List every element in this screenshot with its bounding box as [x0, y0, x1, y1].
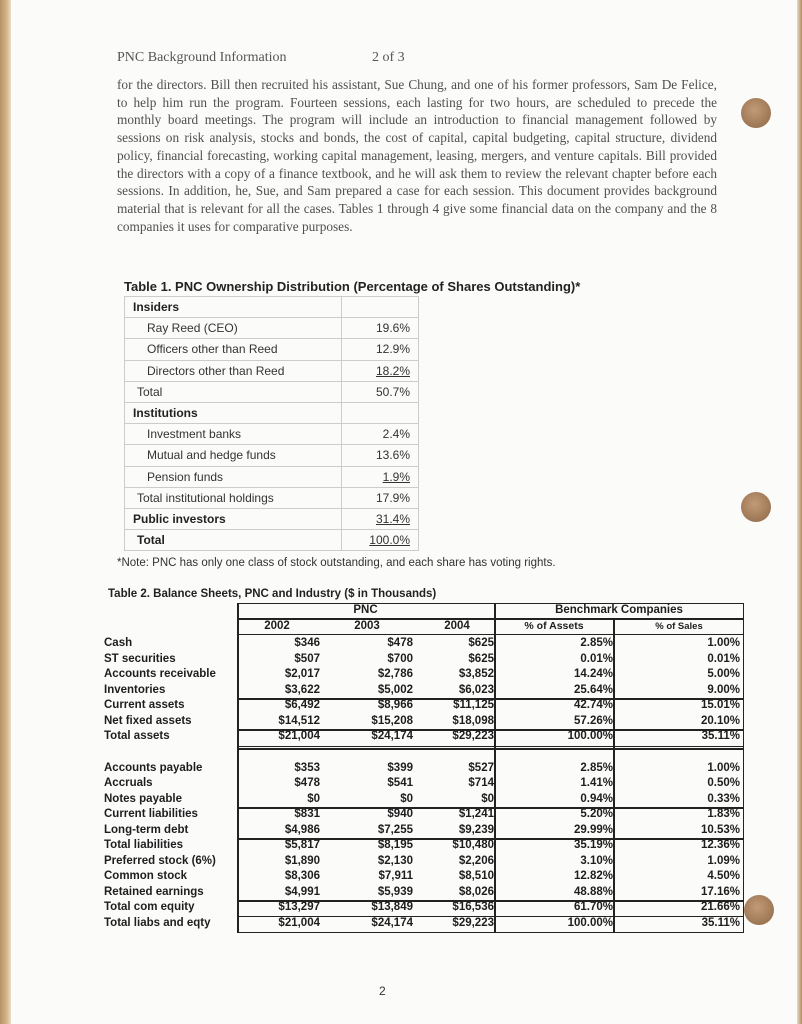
row-label: Ray Reed (CEO): [125, 318, 342, 339]
cell-value: $940: [387, 808, 413, 820]
cell-value: 42.74%: [573, 699, 613, 711]
cell-value: 14.24%: [573, 668, 613, 680]
row-label: Long-term debt: [104, 823, 189, 836]
cell-value: 25.64%: [573, 683, 613, 696]
table-row: [125, 339, 419, 360]
cell-value: $2,206: [458, 854, 494, 867]
cell-value: 35.19%: [573, 839, 613, 851]
row-value: [342, 381, 419, 402]
cell-value: 0.50%: [707, 777, 740, 789]
section-divider: [237, 746, 744, 748]
cell-value: $11,125: [453, 699, 494, 711]
row-label: Total liabs and eqty: [104, 916, 211, 929]
ownership-table: [124, 296, 419, 551]
cell-value: 29.99%: [573, 823, 613, 836]
row-label: Retained earnings: [104, 885, 204, 898]
cell-value: $8,510: [458, 870, 494, 882]
cell-value: 57.26%: [573, 714, 613, 727]
row-label: Current liabilities: [104, 808, 198, 820]
cell-value: $2,017: [284, 668, 320, 680]
binder-edge-left: [0, 0, 11, 1024]
row-label: Common stock: [104, 870, 188, 882]
pnc-group-header: PNC: [353, 604, 378, 616]
cell-value: $21,004: [278, 916, 320, 929]
cell-value: 12.36%: [700, 839, 740, 851]
cell-value: $625: [468, 637, 494, 649]
body-paragraph: for the directors. Bill then recruited his assistant, Sue Chung, and one of his former professors, Sam De Felice, to help him run the program. Fourteen sessions, each lasting for two hours, are scheduled to precede the monthly board meetings. The program will include an introduction to financial management followed by sessions on risk analysis, stocks and bonds, the cost of capital, capital budgeting, capital structure, dividend policy, financial forecasting, working capital management, leasing, mergers, and venture capitals. Bill provided the directors with a copy of a finance textbook, and he will ask them to review the relevant chapter before each sessions. In addition, he, Sue, and Sam prepared a case for each session. This document provides background material that is relevant for all the cases. Tables 1 through 4 give some financial data on the company and the 8 companies it uses for comparative purposes.: [117, 77, 717, 234]
table-row: [125, 381, 419, 402]
table-row: [237, 667, 744, 683]
cell-value: 15.01%: [700, 699, 740, 711]
cell-value: 35.11%: [701, 916, 740, 929]
cell-value: $16,536: [452, 901, 494, 913]
cell-value: $5,002: [377, 683, 413, 696]
cell-value: 48.88%: [573, 885, 613, 898]
cell-value: $714: [468, 777, 494, 789]
cell-value: 5.00%: [707, 668, 740, 680]
cell-value: $831: [294, 808, 320, 820]
cell-value: $1,241: [458, 808, 494, 820]
value-text: 100.0%: [369, 533, 410, 548]
cell-value: $2,130: [377, 854, 413, 867]
table-row: [237, 792, 744, 808]
table-row: [125, 530, 419, 551]
row-label: Current assets: [104, 699, 185, 711]
value-text: 50.7%: [375, 384, 410, 399]
cell-value: 9.00%: [707, 683, 740, 696]
row-value: [342, 360, 419, 381]
cell-value: 10.53%: [700, 823, 740, 836]
cell-value: $7,911: [378, 870, 413, 882]
cell-value: 3.10%: [580, 854, 613, 867]
col-2002: 2002: [264, 620, 290, 632]
cell-value: $4,991: [284, 885, 320, 898]
row-label: Total institutional holdings: [125, 487, 342, 508]
cell-value: $29,223: [452, 730, 494, 742]
row-value: [342, 402, 419, 423]
running-header: [117, 50, 405, 66]
table-row: [125, 360, 419, 381]
table-row: [237, 916, 744, 932]
table-row: [237, 900, 744, 916]
binder-ring-icon: [741, 492, 771, 522]
table-row: [125, 424, 419, 445]
table-row: [237, 698, 744, 714]
section-divider: [237, 748, 744, 750]
cell-value: $5,817: [284, 839, 320, 851]
table-row: [125, 487, 419, 508]
cell-value: $353: [294, 761, 320, 774]
page-number: 2: [379, 984, 386, 998]
cell-value: 5.20%: [580, 808, 613, 820]
row-label: Accruals: [104, 777, 153, 789]
row-label: Accounts receivable: [104, 668, 216, 680]
table-row: [237, 823, 744, 839]
row-label: Pension funds: [125, 466, 342, 487]
row-value: [342, 530, 419, 551]
cell-value: 100.00%: [567, 916, 613, 929]
cell-value: $14,512: [278, 714, 320, 727]
table1-footnote: *Note: PNC has only one class of stock outstanding, and each share has voting rights.: [117, 557, 556, 569]
row-label: Institutions: [125, 402, 342, 423]
row-label: Total com equity: [104, 901, 195, 913]
row-label: Public investors: [125, 508, 342, 529]
cell-value: $24,174: [371, 916, 413, 929]
subtotal-rule: [237, 807, 744, 809]
cell-value: $6,492: [284, 699, 320, 711]
row-label: Total assets: [104, 730, 170, 742]
row-label: Total: [125, 530, 342, 551]
value-text: 31.4%: [375, 511, 410, 526]
table-row: [237, 838, 744, 854]
document-title: PNC Background Information: [117, 50, 287, 65]
cell-value: $8,306: [284, 870, 320, 882]
cell-value: $0: [307, 792, 320, 805]
cell-value: $4,986: [284, 823, 320, 836]
binder-ring-icon: [741, 98, 771, 128]
subtotal-rule: [237, 729, 744, 731]
cell-value: $6,023: [458, 683, 494, 696]
cell-value: 2.85%: [580, 761, 613, 774]
cell-value: $24,174: [371, 730, 413, 742]
row-label: ST securities: [104, 652, 176, 665]
row-value: [342, 445, 419, 466]
row-label: Inventories: [104, 683, 166, 696]
frame-bottom: [237, 932, 744, 934]
cell-value: 2.85%: [580, 637, 613, 649]
value-text: 19.6%: [375, 321, 410, 336]
table-row: [237, 683, 744, 699]
cell-value: $21,004: [278, 730, 320, 742]
table-row: [237, 854, 744, 870]
subtotal-rule: [237, 916, 744, 918]
value-text: 18.2%: [375, 363, 410, 378]
table-row: [237, 729, 744, 745]
cell-value: 1.83%: [707, 808, 740, 820]
cell-value: $507: [294, 652, 320, 665]
cell-value: $29,223: [452, 916, 494, 929]
subtotal-rule: [237, 838, 744, 840]
cell-value: $700: [387, 652, 413, 665]
cell-value: $478: [387, 637, 413, 649]
row-label: Mutual and hedge funds: [125, 445, 342, 466]
cell-value: $8,195: [377, 839, 413, 851]
cell-value: 12.82%: [573, 870, 613, 882]
table-row: [237, 807, 744, 823]
col-2004: 2004: [444, 620, 470, 632]
cell-value: 0.01%: [580, 652, 613, 665]
cell-value: $10,480: [452, 839, 494, 851]
table-row: [125, 297, 419, 318]
cell-value: $0: [481, 792, 494, 805]
binder-ring-icon: [744, 895, 774, 925]
cell-value: $625: [468, 652, 494, 665]
table-row: [237, 776, 744, 792]
row-label: Preferred stock (6%): [104, 854, 216, 867]
cell-value: $0: [400, 792, 413, 805]
value-text: 12.9%: [375, 342, 410, 357]
row-label: Total liabilities: [104, 839, 184, 851]
cell-value: $3,852: [458, 668, 494, 680]
cell-value: 1.00%: [707, 761, 740, 774]
table-row: [237, 636, 744, 652]
table-row: [237, 652, 744, 668]
subtotal-rule: [237, 698, 744, 700]
row-value: [342, 339, 419, 360]
cell-value: $18,098: [452, 714, 494, 727]
cell-value: $13,849: [371, 901, 413, 913]
table-row: [237, 885, 744, 901]
cell-value: $478: [294, 777, 320, 789]
row-value: [342, 297, 419, 318]
cell-value: $527: [468, 761, 494, 774]
cell-value: 0.01%: [707, 652, 740, 665]
cell-value: $399: [387, 761, 413, 774]
cell-value: 4.50%: [707, 870, 740, 882]
cell-value: $541: [387, 777, 413, 789]
cell-value: 35.11%: [701, 730, 740, 742]
table-row: [125, 445, 419, 466]
row-value: [342, 424, 419, 445]
col-pct-assets: % of Assets: [524, 620, 584, 632]
row-label: Net fixed assets: [104, 714, 192, 727]
table2-title: Table 2. Balance Sheets, PNC and Industry ($ in Thousands): [108, 588, 437, 600]
cell-value: $3,622: [284, 683, 320, 696]
value-text: 13.6%: [375, 448, 410, 463]
row-value: [342, 318, 419, 339]
table-row: [237, 714, 744, 730]
cell-value: $15,208: [371, 714, 413, 727]
row-label: Investment banks: [125, 424, 342, 445]
cell-value: 1.41%: [580, 777, 613, 789]
table-row: [125, 508, 419, 529]
row-label: Cash: [104, 637, 133, 649]
col-pct-sales: % of Sales: [655, 621, 703, 632]
value-text: 2.4%: [382, 427, 410, 442]
page-indicator: 2 of 3: [372, 50, 405, 65]
row-value: [342, 466, 419, 487]
cell-value: $13,297: [278, 901, 320, 913]
row-label: Officers other than Reed: [125, 339, 342, 360]
table-row: [237, 761, 744, 777]
value-text: 17.9%: [375, 490, 410, 505]
table1-title: Table 1. PNC Ownership Distribution (Percentage of Shares Outstanding)*: [124, 279, 581, 294]
cell-value: $5,939: [377, 885, 413, 898]
cell-value: $346: [294, 637, 320, 649]
cell-value: 61.70%: [573, 901, 613, 913]
row-label: Accounts payable: [104, 761, 203, 774]
cell-value: 20.10%: [700, 714, 740, 727]
cell-value: $7,255: [377, 823, 413, 836]
cell-value: 100.00%: [567, 730, 613, 742]
table-row: [125, 318, 419, 339]
subtotal-rule: [237, 900, 744, 902]
cell-value: $8,966: [377, 699, 413, 711]
row-label: Notes payable: [104, 792, 182, 805]
cell-value: $8,026: [458, 885, 494, 898]
cell-value: 21.66%: [700, 901, 740, 913]
value-text: 1.9%: [382, 469, 410, 484]
row-value: [342, 508, 419, 529]
benchmark-group-header: Benchmark Companies: [555, 604, 683, 616]
cell-value: 1.00%: [707, 637, 740, 649]
cell-value: 1.09%: [707, 854, 740, 867]
row-label: Insiders: [125, 297, 342, 318]
row-label: Directors other than Reed: [125, 360, 342, 381]
cell-value: 17.16%: [700, 885, 740, 898]
table-row: [125, 466, 419, 487]
cell-value: $9,239: [458, 823, 494, 836]
cell-value: $2,786: [377, 668, 413, 680]
row-label: Total: [125, 381, 342, 402]
binder-edge-right: [797, 0, 802, 1024]
table-row: [125, 402, 419, 423]
row-value: [342, 487, 419, 508]
table-row: [237, 869, 744, 885]
cell-value: 0.33%: [707, 792, 740, 805]
cell-value: 0.94%: [580, 792, 613, 805]
cell-value: $1,890: [284, 854, 320, 867]
col-2003: 2003: [354, 620, 380, 632]
